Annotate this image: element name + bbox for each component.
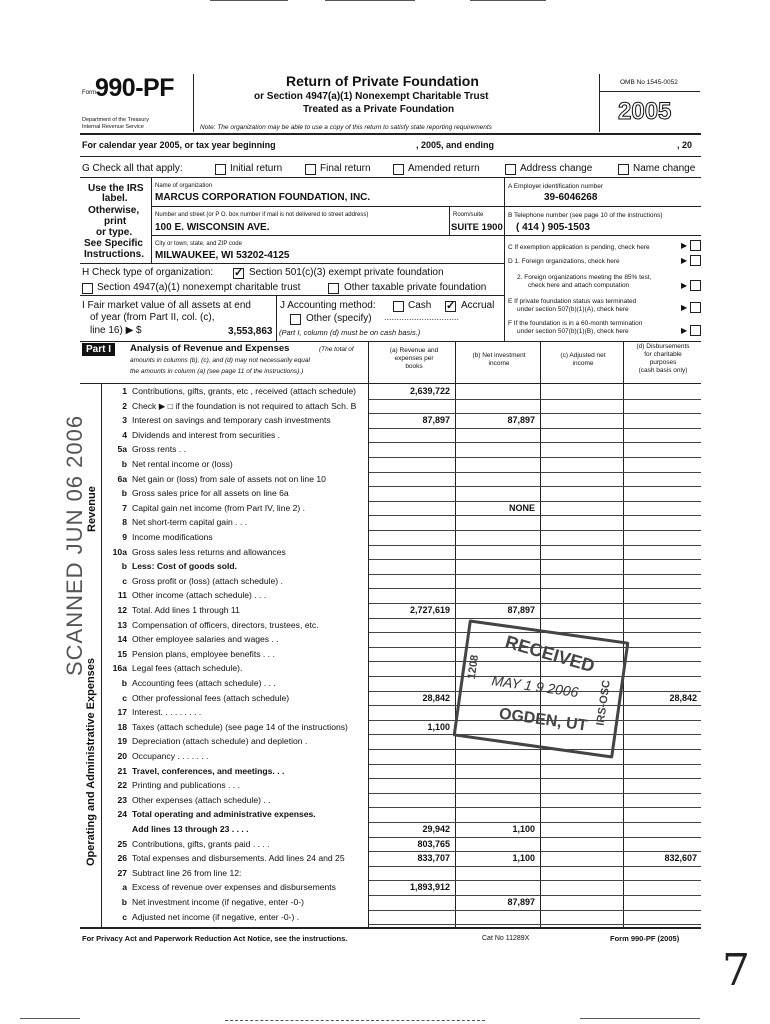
row-label [105,634,279,645]
arrow-icon: ▶ [681,241,688,250]
row-text: Capital gain net income (from Part IV, line 2) . [132,502,306,513]
e-checkbox[interactable] [690,302,701,313]
row-number: 24 [117,809,127,820]
row-text: Subtract line 26 from line 12: [132,867,242,878]
row-text: Travel, conferences, and meetings. . . [132,765,285,776]
table-row [101,515,701,530]
row-label [105,678,276,689]
row-label [105,736,307,747]
row-number: 25 [117,838,127,849]
table-row [101,793,701,808]
col-b-cell[interactable]: 1,100 [512,824,535,834]
row-number: c [122,911,127,922]
row-label [105,590,266,601]
row-label [105,663,242,674]
row-label [105,868,241,879]
dept-line1: Department of the Treasury [82,117,149,123]
row-number: 13 [117,619,127,630]
row-label [105,897,304,908]
table-row [101,851,701,866]
arrow-icon: ▶ [681,281,688,290]
received-stamp-date: MAY 1 9 2006 [490,672,580,701]
row-label [105,532,213,543]
h-opt3-label: Other taxable private foundation [344,282,487,293]
table-row [101,442,701,457]
use-irs-label: Use the IRS [88,183,144,194]
row-label [105,401,356,412]
cash-checkbox[interactable] [393,301,404,312]
row-divider [369,924,701,925]
col-b-cell[interactable]: 87,897 [507,605,535,615]
col-b-cell[interactable]: 87,897 [507,897,535,907]
scan-mark [210,0,288,1]
form-prefix: Form [82,90,96,96]
table-row [101,618,701,633]
row-number: b [121,897,127,907]
e-text2: under section 507(b)(1)(A), check here [517,306,629,313]
f-text2: under section 507(b)(1)(B), check here [517,328,629,335]
received-stamp-left-code: 1208 [465,654,482,681]
e-text1: E If private foundation status was terminated [508,298,637,305]
row-label [105,503,305,514]
row-label [105,474,326,485]
table-row [101,428,701,443]
table-row [101,822,701,837]
received-stamp-city: OGDEN, UT [497,705,589,735]
row-text: Less: Cost of goods sold. [132,561,238,572]
d2-text2: check here and attach computation [528,282,630,289]
g-label: G Check all that apply: [82,163,183,174]
instructions-text: Instructions. [84,249,145,260]
amended-return-label: Amended return [408,163,480,174]
row-number: 9 [122,532,127,542]
row-number: 20 [117,751,127,761]
dept-line2: Internal Revenue Service [82,124,144,130]
row-number: 16a [112,663,127,674]
calendar-year-mid: , 2005, and ending [416,140,495,150]
table-row [101,399,701,414]
row-label [105,386,356,397]
col-b-header: (b) Net investment income [472,352,526,367]
fmv-value[interactable]: 3,553,863 [228,326,273,337]
col-a-cell[interactable]: 803,765 [417,838,450,849]
j-note: (Part I, column (d) must be on cash basis.) [279,328,421,337]
row-text: Taxes (attach schedule) (see page 14 of the instructions) [132,721,348,732]
row-text: Printing and publications . . . [132,780,240,791]
row-number: c [122,692,127,703]
row-text: Gross sales less returns and allowances [132,546,286,557]
row-text: Net short-term capital gain . . . [132,517,248,528]
row-text: Gross rents . . [132,444,186,455]
row-text: Depreciation (attach schedule) and depletion . [132,736,308,747]
part1-badge: Part I [82,343,115,356]
row-number: c [122,575,127,586]
col-b-cell[interactable]: 1,100 [512,853,535,864]
form-subtitle2: Treated as a Private Foundation [303,104,455,115]
table-row [101,501,701,516]
row-number: 17 [117,707,127,718]
name-change-checkbox[interactable] [618,164,629,175]
scan-mark [20,1018,80,1019]
row-text: Other professional fees (attach schedule) [132,692,290,703]
row-label [105,839,270,850]
received-stamp [453,619,630,758]
row-text: Net gain or (loss) from sale of assets not on line 10 [132,473,326,484]
row-number: 12 [117,605,127,615]
accrual-label: Accrual [461,300,495,311]
h-other-checkbox[interactable] [328,283,339,294]
table-row [101,472,701,487]
row-text: Legal fees (attach schedule). [132,663,243,674]
received-stamp-title: RECEIVED [502,631,597,677]
table-row [101,588,701,603]
col-b-cell[interactable]: NONE [508,502,535,513]
table-row [101,559,701,574]
row-text: Adjusted net income (if negative, enter -0-) . [132,911,300,922]
row-label [105,547,286,558]
form-note: Note: The organization may be able to use a copy of this return to satisfy state reporting requirements [200,124,492,131]
row-number: 14 [117,634,127,645]
omb-number: OMB No 1545-0052 [620,79,678,86]
row-number: 26 [117,853,127,864]
row-label [105,649,275,660]
row-text: Gross sales price for all assets on line 6a [132,488,289,499]
arrow-icon: ▶ [681,326,688,335]
table-row [101,603,701,618]
row-label [105,766,284,777]
label-text: label. [102,193,128,204]
row-number: 2 [122,400,127,411]
street-header: Number and street (or P O. box number if mail is not delivered to street address) [155,212,369,218]
col-a-cell[interactable]: 2,639,722 [409,386,450,396]
d1-text: D 1. Foreign organizations, check here [508,258,620,265]
row-number: 7 [122,502,127,513]
initial-return-checkbox[interactable] [215,164,226,175]
part1-desc3: the amounts in column (a) (see page 11 of the instructions).) [130,368,304,375]
row-label [105,882,336,893]
calendar-year-end: , 20 [677,140,693,150]
received-stamp-right-code: IRS-OSC [594,679,613,727]
col-d-header: (d) Disbursements for charitable purposes (cash basis only) [636,343,690,374]
d1-checkbox[interactable] [690,255,701,266]
row-number: a [122,882,127,893]
j-label: J Accounting method: [280,300,376,311]
h-opt2-label: Section 4947(a)(1) nonexempt charitable trust [97,282,301,293]
tax-year: 2005 [618,98,672,125]
h-4947-checkbox[interactable] [82,283,93,294]
table-row [101,486,701,501]
row-number: b [121,488,127,499]
col-c-header: (c) Adjusted net income [560,352,606,367]
table-row [101,384,701,399]
row-label [105,415,331,426]
city-header: City or town, state, and ZIP code [155,241,242,247]
row-label [105,693,289,704]
c-checkbox[interactable] [690,240,701,251]
row-label [105,517,247,528]
table-row [101,413,701,428]
row-text: Check ▶ □ if the foundation is not required to attach Sch. B [132,400,357,411]
privacy-notice: For Privacy Act and Paperwork Reduction Act Notice, see the instructions. [82,934,348,943]
room-field[interactable]: SUITE 1900 [451,222,503,233]
scan-mark [580,1018,700,1019]
row-label [105,722,348,733]
i-line3: line 16) ▶ $ [90,325,142,336]
row-number: b [121,678,127,688]
table-row [101,910,701,925]
row-number: 21 [117,765,127,776]
row-number: b [121,561,127,572]
amended-return-checkbox[interactable] [393,164,404,175]
ein-field[interactable]: 39-6046268 [544,192,598,203]
table-row [101,530,701,545]
row-text: Compensation of officers, directors, trustees, etc. [132,619,319,630]
row-text: Other employee salaries and wages . . [132,634,279,645]
table-row [101,574,701,589]
row-number: 18 [117,721,127,732]
row-label [105,751,208,762]
col-d-cell[interactable]: 832,607 [664,853,697,864]
row-number: 22 [117,780,127,791]
row-text: Occupancy . . . . . . . [132,751,209,761]
scan-mark [225,1020,485,1021]
part1-desc1: (The total of [319,346,354,353]
row-text: Other income (attach schedule) . . . [132,590,267,601]
col-a-cell[interactable]: 1,100 [427,721,450,732]
address-change-checkbox[interactable] [505,164,516,175]
table-row [101,866,701,881]
initial-return-label: Initial return [230,163,283,174]
part1-title: Analysis of Revenue and Expenses [130,343,290,354]
col-b-cell[interactable]: 87,897 [507,415,535,426]
see-specific-text: See Specific [84,238,143,249]
form-title: Return of Private Foundation [286,73,479,89]
row-label [105,576,283,587]
col-d-cell[interactable]: 28,842 [669,692,697,703]
row-label [105,795,271,806]
c-text: C If exemption application is pending, check here [508,244,650,251]
table-row [101,457,701,472]
table-row [101,880,701,895]
row-number: 1 [122,386,127,396]
row-label [105,459,233,470]
f-checkbox[interactable] [690,325,701,336]
name-change-label: Name change [633,163,696,174]
row-text: Gross profit or (loss) (attach schedule) . [132,575,283,586]
col-a-cell[interactable]: 28,842 [422,692,450,703]
row-text: Add lines 13 through 23 . . . . [132,824,249,834]
table-row [101,837,701,852]
row-text: Net investment income (if negative, enter -0-) [132,897,304,907]
row-label [105,853,345,864]
city-field[interactable]: MILWAUKEE, WI 53202-4125 [155,250,290,261]
arrow-icon: ▶ [681,303,688,312]
row-text: Contributions, gifts, grants paid . . . . [132,838,270,849]
row-text: Contributions, gifts, grants, etc , received (attach schedule) [132,386,357,396]
row-text: Accounting fees (attach schedule) . . . [132,678,276,688]
form-number: 990-PF [95,74,174,102]
row-number: 3 [122,415,127,426]
form-footer: Form 990-PF (2005) [610,934,680,943]
scanned-stamp: SCANNED JUN 06 2006 [62,414,87,676]
i-line1: I Fair market value of all assets at end [82,300,251,311]
row-number: 15 [117,648,127,659]
row-label [105,561,237,572]
street-field[interactable]: 100 E. WISCONSIN AVE. [155,222,270,233]
row-label [105,824,249,835]
d2-checkbox[interactable] [690,280,701,291]
h-label: H Check type of organization: [82,267,214,278]
col-a-header: (a) Revenue and expenses per books [389,347,439,370]
row-number: 23 [117,794,127,805]
col-a-cell[interactable]: 1,893,912 [409,882,450,893]
row-number: 10a [112,546,127,557]
row-label [105,780,240,791]
cat-number: Cat No 11289X [482,935,530,942]
row-label [105,620,319,631]
h-opt1-label: Section 501(c)(3) exempt private foundation [249,267,444,278]
row-number: 27 [117,867,127,878]
part1-desc2: amounts in columns (b), (c), and (d) may not necessarily equal [130,357,310,364]
cash-label: Cash [408,300,432,311]
row-label [105,488,289,499]
row-number: 5a [117,444,127,455]
table-row [101,895,701,910]
row-text: Interest. . . . . . . . . [132,707,202,718]
phone-field[interactable]: ( 414 ) 905-1503 [516,222,590,233]
phone-header: B Telephone number (see page 10 of the instructions) [508,212,663,219]
ein-header: A Employer identification number [508,183,604,190]
final-return-label: Final return [320,163,371,174]
row-label [105,430,280,441]
i-line2: of year (from Part II, col. (c), [90,312,215,323]
revenue-label: Revenue [86,486,98,532]
row-text: Dividends and interest from securities . [132,429,281,440]
other-method-checkbox[interactable] [290,314,301,325]
table-row [101,545,701,560]
row-text: Income modifications [132,532,213,542]
h-501c3-checkbox[interactable] [233,268,244,279]
row-text: Interest on savings and temporary cash investments [132,415,331,426]
room-header: Room/suite [453,212,484,218]
org-name-field[interactable]: MARCUS CORPORATION FOUNDATION, INC. [155,192,371,203]
table-row [101,807,701,822]
table-row [101,764,701,779]
row-label [105,605,240,616]
form-subtitle1: or Section 4947(a)(1) Nonexempt Charitable Trust [254,91,489,102]
col-a-cell[interactable]: 87,897 [422,415,450,426]
org-name-header: Name of organization [155,183,213,189]
row-text: Net rental income or (loss) [132,459,233,469]
row-number: 6a [117,473,127,484]
row-number: 19 [117,736,127,747]
col-a-cell[interactable]: 833,707 [417,853,450,864]
address-change-label: Address change [520,163,593,174]
col-a-cell[interactable]: 2,727,619 [409,605,450,615]
row-text: Total. Add lines 1 through 11 [132,605,240,615]
row-label [105,707,201,718]
arrow-icon: ▶ [681,256,688,265]
other-method-label: Other (specify) [306,313,372,324]
other-method-line[interactable]: .............................. [384,312,460,322]
expenses-label: Operating and Administrative Expenses [85,657,97,866]
row-number: 4 [122,429,127,440]
f-text1: F If the foundation is in a 60-month termination [508,320,643,327]
row-label [105,444,186,455]
scan-mark [325,0,415,1]
row-text: Total expenses and disbursements. Add lines 24 and 25 [132,853,345,864]
row-number: 11 [117,590,127,601]
row-label [105,809,316,820]
row-text: Pension plans, employee benefits . . . [132,648,275,659]
col-a-cell[interactable]: 29,942 [422,824,450,834]
row-number: b [121,459,127,469]
otherwise-text: Otherwise, [88,205,140,216]
handwritten-page-number: 7 [722,945,750,996]
row-text: Excess of revenue over expenses and disbursements [132,882,336,893]
row-text: Total operating and administrative expenses. [132,809,316,820]
or-type-text: or type. [96,227,133,238]
row-text: Other expenses (attach schedule) . . [132,794,271,805]
accrual-checkbox[interactable] [445,301,456,312]
calendar-year-label: For calendar year 2005, or tax year beginning [82,140,276,150]
d2-text1: 2. Foreign organizations meeting the 85% test, [517,274,652,281]
scan-mark [470,0,546,1]
table-row [101,778,701,793]
row-number: 8 [122,517,127,528]
row-label [105,912,299,923]
print-text: print [104,216,127,227]
final-return-checkbox[interactable] [305,164,316,175]
